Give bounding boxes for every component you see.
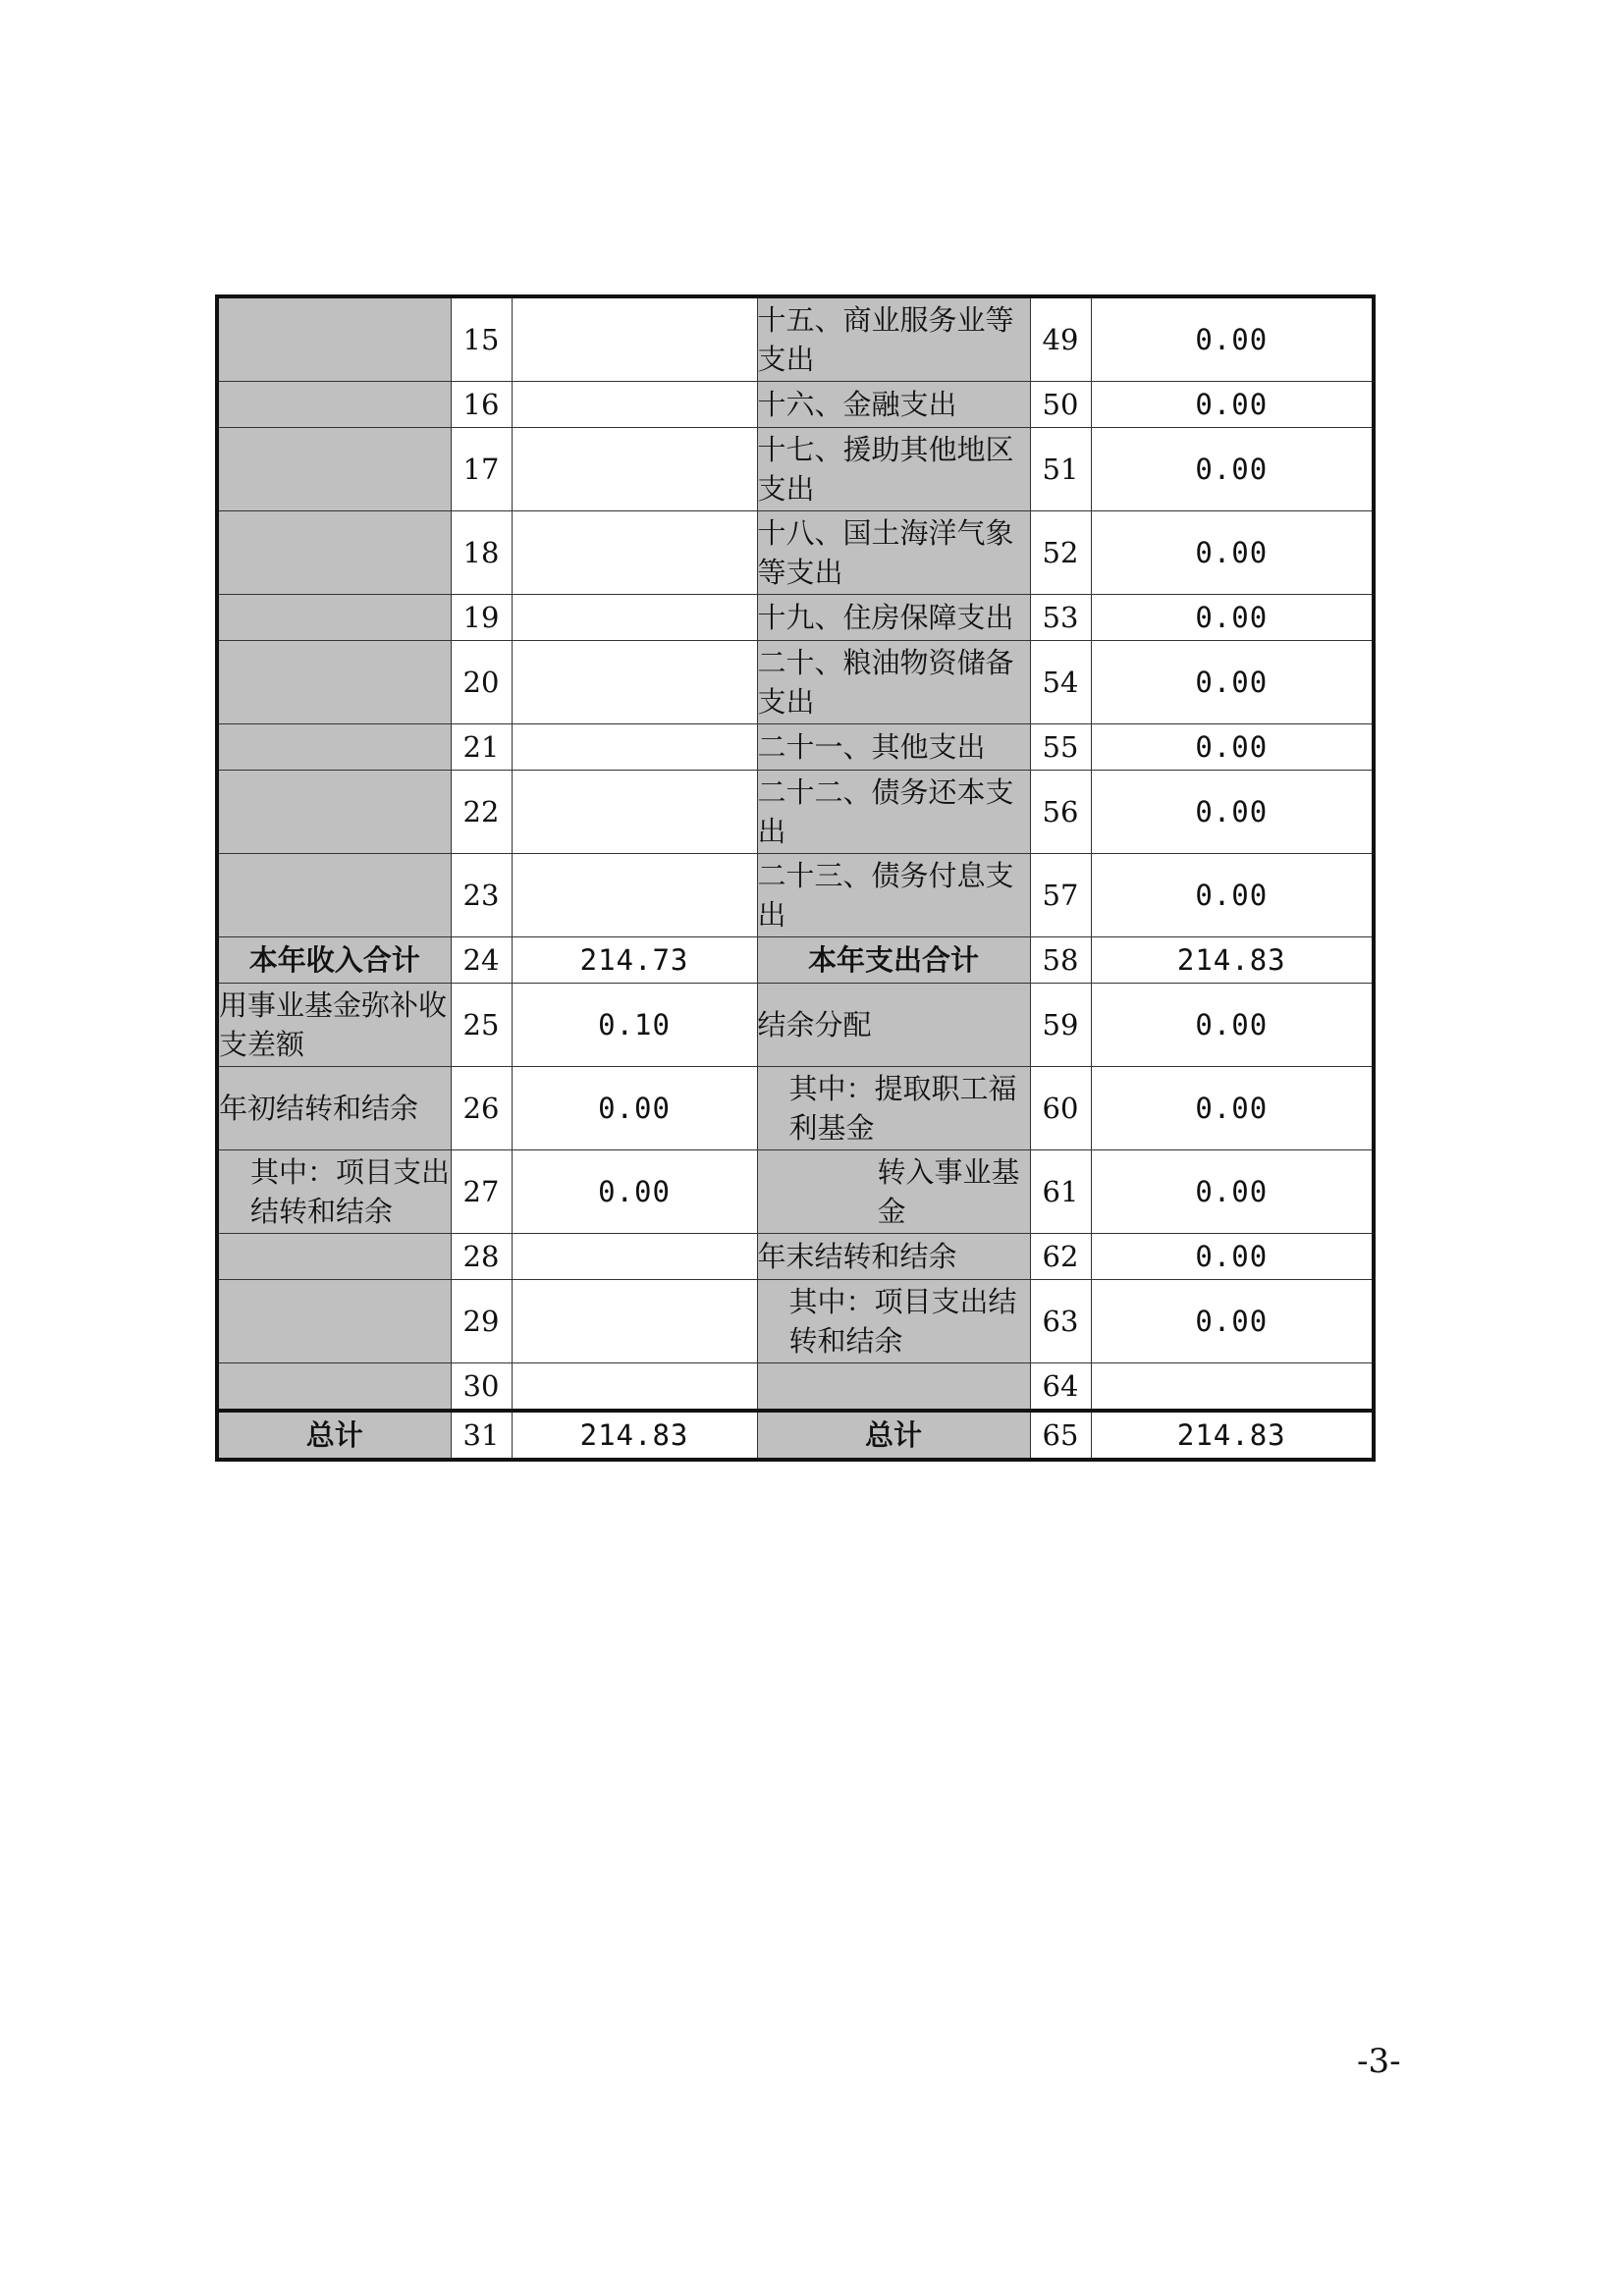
table-row	[217, 428, 1374, 511]
expense-line-number: 57	[1030, 854, 1091, 937]
expense-item-label: 十七、援助其他地区支出	[757, 428, 1030, 511]
income-item-label	[217, 641, 451, 724]
income-amount	[512, 382, 757, 428]
income-item-label	[217, 1280, 451, 1363]
expense-line-number: 51	[1030, 428, 1091, 511]
income-amount	[512, 771, 757, 854]
table-row	[217, 1234, 1374, 1280]
income-line-number: 28	[451, 1234, 512, 1280]
income-line-number: 17	[451, 428, 512, 511]
expense-amount: 0.00	[1091, 641, 1374, 724]
expense-line-number: 53	[1030, 595, 1091, 641]
expense-amount: 0.00	[1091, 1280, 1374, 1363]
income-item-label	[217, 595, 451, 641]
table-row	[217, 511, 1374, 595]
expense-item-label: 其中：项目支出结转和结余	[757, 1280, 1030, 1363]
expense-line-number: 54	[1030, 641, 1091, 724]
income-line-number: 25	[451, 984, 512, 1067]
expense-line-number: 55	[1030, 724, 1091, 771]
income-amount: 214.73	[512, 937, 757, 984]
expense-item-label: 转入事业基金	[757, 1150, 1030, 1234]
expense-line-number: 62	[1030, 1234, 1091, 1280]
income-amount	[512, 511, 757, 595]
expense-item-label: 其中：提取职工福利基金	[757, 1067, 1030, 1150]
income-line-number: 18	[451, 511, 512, 595]
expense-amount: 0.00	[1091, 595, 1374, 641]
page-number: -3-	[1357, 2042, 1401, 2081]
expense-total-label: 本年支出合计	[757, 937, 1030, 984]
income-total-label: 本年收入合计	[217, 937, 451, 984]
income-amount: 0.00	[512, 1067, 757, 1150]
budget-table	[215, 294, 1376, 1462]
expense-line-number: 58	[1030, 937, 1091, 984]
income-item-label	[217, 511, 451, 595]
income-line-number: 15	[451, 296, 512, 382]
table-row	[217, 854, 1374, 937]
income-item-label: 年初结转和结余	[217, 1067, 451, 1150]
expense-line-number: 61	[1030, 1150, 1091, 1234]
expense-item-label: 十六、金融支出	[757, 382, 1030, 428]
expense-line-number: 50	[1030, 382, 1091, 428]
income-line-number: 16	[451, 382, 512, 428]
income-item-label	[217, 771, 451, 854]
income-line-number: 22	[451, 771, 512, 854]
income-amount	[512, 1280, 757, 1363]
table-row	[217, 937, 1374, 984]
expense-item-label: 年末结转和结余	[757, 1234, 1030, 1280]
expense-line-number: 56	[1030, 771, 1091, 854]
income-line-number: 21	[451, 724, 512, 771]
table-row	[217, 771, 1374, 854]
expense-amount: 214.83	[1091, 937, 1374, 984]
income-item-label: 其中：项目支出结转和结余	[217, 1150, 451, 1234]
income-item-label	[217, 1363, 451, 1412]
income-item-label	[217, 296, 451, 382]
expense-line-number: 49	[1030, 296, 1091, 382]
expense-item-label: 二十二、债务还本支出	[757, 771, 1030, 854]
expense-amount: 0.00	[1091, 296, 1374, 382]
income-item-label: 用事业基金弥补收支差额	[217, 984, 451, 1067]
expense-amount: 0.00	[1091, 1150, 1374, 1234]
expense-item-label: 十五、商业服务业等支出	[757, 296, 1030, 382]
expense-line-number: 63	[1030, 1280, 1091, 1363]
expense-amount: 0.00	[1091, 854, 1374, 937]
table-row	[217, 296, 1374, 382]
income-item-label	[217, 428, 451, 511]
expense-item-label: 结余分配	[757, 984, 1030, 1067]
expense-amount: 0.00	[1091, 984, 1374, 1067]
table-row	[217, 724, 1374, 771]
income-amount	[512, 641, 757, 724]
expense-item-label: 十九、住房保障支出	[757, 595, 1030, 641]
income-amount	[512, 595, 757, 641]
expense-item-label: 二十、粮油物资储备支出	[757, 641, 1030, 724]
income-item-label	[217, 382, 451, 428]
expense-amount: 0.00	[1091, 771, 1374, 854]
income-line-number: 20	[451, 641, 512, 724]
table-row	[217, 1363, 1374, 1412]
expense-grand-total: 214.83	[1091, 1411, 1374, 1460]
income-amount	[512, 1234, 757, 1280]
income-line-number: 27	[451, 1150, 512, 1234]
expense-amount: 0.00	[1091, 1234, 1374, 1280]
table-row	[217, 595, 1374, 641]
expense-amount: 0.00	[1091, 724, 1374, 771]
income-line-number: 31	[451, 1411, 512, 1460]
expense-amount: 0.00	[1091, 428, 1374, 511]
expense-amount: 0.00	[1091, 511, 1374, 595]
expense-line-number: 52	[1030, 511, 1091, 595]
income-amount: 0.10	[512, 984, 757, 1067]
expense-item-label: 二十一、其他支出	[757, 724, 1030, 771]
expense-item-label: 十八、国土海洋气象等支出	[757, 511, 1030, 595]
income-grand-total: 214.83	[512, 1411, 757, 1460]
table-row	[217, 1067, 1374, 1150]
income-line-number: 26	[451, 1067, 512, 1150]
income-amount: 0.00	[512, 1150, 757, 1234]
income-amount	[512, 724, 757, 771]
expense-amount: 0.00	[1091, 382, 1374, 428]
table-row	[217, 984, 1374, 1067]
table-row	[217, 1150, 1374, 1234]
income-amount	[512, 854, 757, 937]
table-row	[217, 1280, 1374, 1363]
income-item-label	[217, 724, 451, 771]
expense-line-number: 59	[1030, 984, 1091, 1067]
expense-amount	[1091, 1363, 1374, 1412]
income-amount	[512, 428, 757, 511]
income-grand-total-label: 总计	[217, 1411, 451, 1460]
expense-item-label	[757, 1363, 1030, 1412]
expense-line-number: 60	[1030, 1067, 1091, 1150]
income-line-number: 23	[451, 854, 512, 937]
table-row-total	[217, 1411, 1374, 1460]
income-line-number: 30	[451, 1363, 512, 1412]
income-line-number: 19	[451, 595, 512, 641]
expense-line-number: 65	[1030, 1411, 1091, 1460]
expense-amount: 0.00	[1091, 1067, 1374, 1150]
income-item-label	[217, 854, 451, 937]
income-item-label	[217, 1234, 451, 1280]
expense-line-number: 64	[1030, 1363, 1091, 1412]
income-amount	[512, 296, 757, 382]
income-amount	[512, 1363, 757, 1412]
table-row	[217, 641, 1374, 724]
expense-item-label: 二十三、债务付息支出	[757, 854, 1030, 937]
table-row	[217, 382, 1374, 428]
income-line-number: 24	[451, 937, 512, 984]
income-line-number: 29	[451, 1280, 512, 1363]
expense-grand-total-label: 总计	[757, 1411, 1030, 1460]
